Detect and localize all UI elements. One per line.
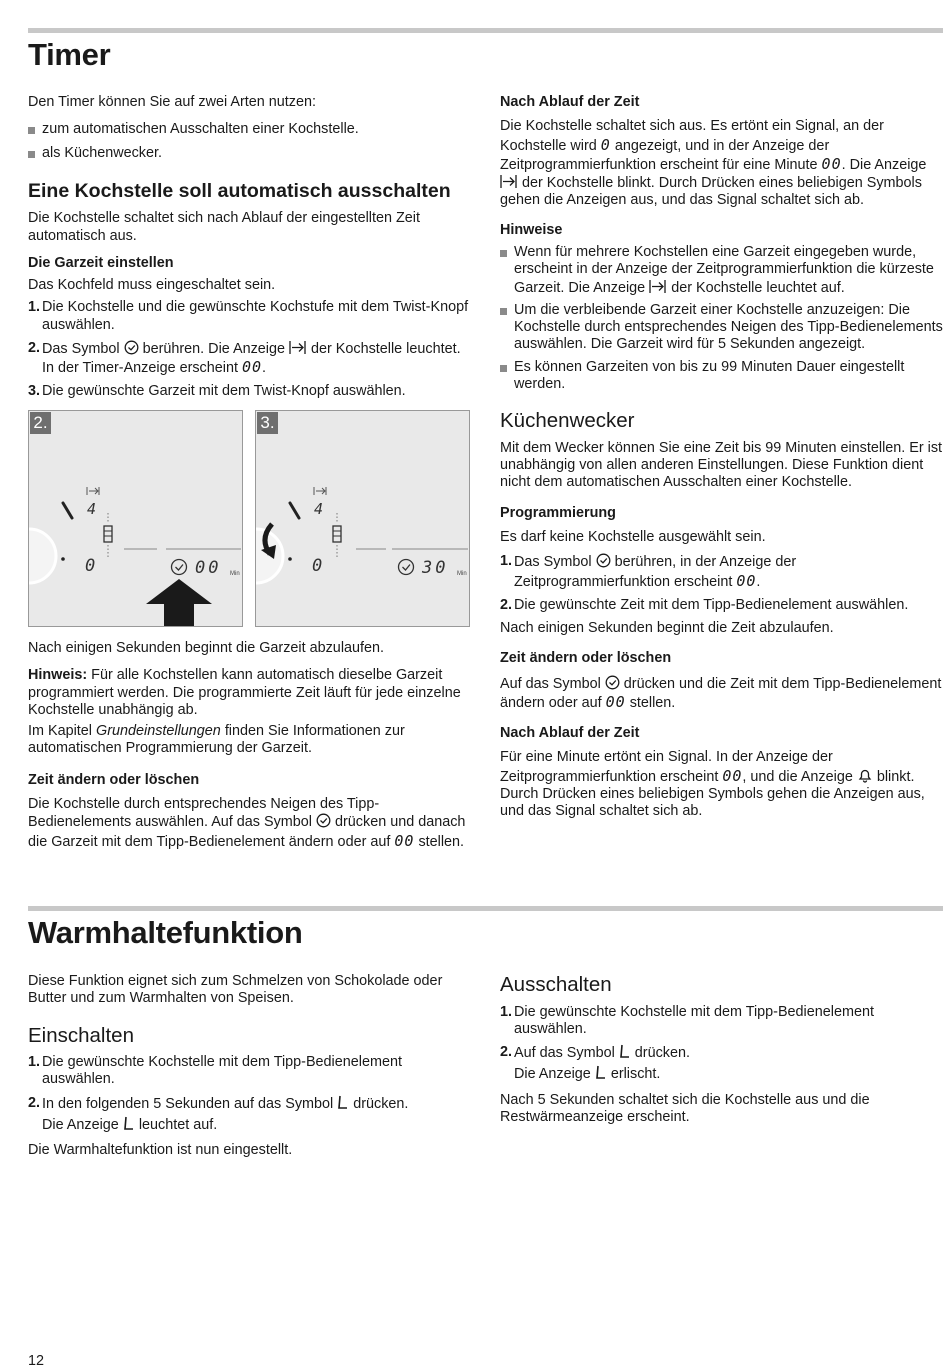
list-item: 1. Das Symbol berühren, in der Anzeige der Zeitprogrammierfunktion erscheint 00. bbox=[500, 553, 797, 590]
section-rule bbox=[28, 906, 943, 911]
timer-value-readout: 00 bbox=[195, 558, 222, 578]
switch-on-done: Die Warmhaltefunktion ist nun eingestellt. bbox=[28, 1142, 293, 1159]
kitchen-timer-text: Mit dem Wecker können Sie eine Zeit bis 99 Minuten einstellen. Er ist unabhängig von allen anderen Einstellungen. Diese Funktion dient nicht dem automatischen Ausschalten einer Kochstelle. bbox=[500, 439, 943, 491]
keep-warm-icon bbox=[123, 1116, 135, 1131]
switch-off-done: Nach 5 Sekunden schaltet sich die Kochstelle aus und die Restwärmeanzeige erscheint. bbox=[500, 1091, 870, 1125]
switch-on-indicator-text: Die Anzeige leuchtet auf. bbox=[42, 1117, 218, 1133]
power-level-readout: 4 bbox=[87, 500, 97, 518]
end-of-time-text: Die Kochstelle schaltet sich aus. Es ertönt ein Signal, an der Kochstelle wird 0 angezeigt, und in der Anzeige der Zeitprogrammierfunktion erscheint für eine Minute 00. Die Anzeige der Kochstelle blinkt. Durch Drücken eines beliebigen Symbols gehen die Anzeigen aus, und das Signal schaltet sich ab. bbox=[500, 118, 927, 209]
switch-off-heading: Ausschalten bbox=[500, 973, 612, 996]
list-item: Um die verbleibende Garzeit einer Kochstelle anzuzeigen: Die Kochstelle durch entsprechendes Neigen des Tipp-Bedienelements auswählen. Die Garzeit wird für 5 Sekunden angezeigt. bbox=[500, 302, 944, 354]
keep-warm-icon bbox=[619, 1044, 631, 1059]
set-time-heading: Die Garzeit einstellen bbox=[28, 254, 174, 271]
after-figure-text: Nach einigen Sekunden beginnt die Garzeit abzulaufen. bbox=[28, 640, 385, 656]
chapter-reference: Im Kapitel Grundeinstellungen finden Sie Informationen zur automatischen Programmierung der Garzeit. bbox=[28, 723, 405, 757]
switch-on-steps bbox=[28, 1054, 472, 1113]
minute-unit: Min bbox=[230, 571, 240, 577]
timer-left-column bbox=[28, 94, 472, 401]
cooking-time-indicator-icon bbox=[649, 279, 667, 294]
list-item: 2. Die gewünschte Zeit mit dem Tipp-Bedienelement auswählen. bbox=[500, 596, 909, 613]
programming-text: Es darf keine Kochstelle ausgewählt sein. bbox=[500, 528, 766, 545]
switch-off-steps bbox=[500, 1004, 944, 1063]
programming-steps bbox=[500, 553, 944, 614]
list-item: Es können Garzeiten von bis zu 99 Minuten Dauer eingestellt werden. bbox=[500, 359, 944, 394]
timer-left-column-lower bbox=[28, 640, 472, 851]
end-of-time-heading: Nach Ablauf der Zeit bbox=[500, 94, 640, 110]
list-item: 3. Die gewünschte Garzeit mit dem Twist-Knopf auswählen. bbox=[28, 383, 406, 400]
zone-value-readout: 0 bbox=[85, 556, 96, 576]
warm-right-column bbox=[500, 973, 944, 1126]
zone-value-readout: 0 bbox=[312, 556, 323, 576]
warm-title: Warmhaltefunktion bbox=[28, 915, 303, 950]
auto-off-text: Die Kochstelle schaltet sich nach Ablauf der eingestellten Zeit automatisch aus. bbox=[28, 210, 420, 244]
timer-clock-icon bbox=[124, 340, 139, 355]
list-item: 1. Die Kochstelle und die gewünschte Kochstufe mit dem Twist-Knopf auswählen. bbox=[28, 299, 469, 333]
timer-intro: Den Timer können Sie auf zwei Arten nutzen: bbox=[28, 94, 316, 110]
timer-clock-icon bbox=[596, 553, 611, 568]
timer-value-readout: 30 bbox=[422, 558, 449, 578]
figure-step-2 bbox=[28, 410, 243, 627]
timer-clock-icon bbox=[399, 560, 414, 575]
auto-note: Hinweis: Für alle Kochstellen kann automatisch dieselbe Garzeit programmiert werden. Die programmierte Zeit läuft für jede einzelne Kochstelle unabhängig ab. bbox=[28, 667, 461, 718]
list-item: als Küchenwecker. bbox=[28, 145, 472, 162]
warm-left-column bbox=[28, 973, 472, 1160]
kitchen-after-text: Nach einigen Sekunden beginnt die Zeit abzulaufen. bbox=[500, 620, 834, 637]
set-time-text: Das Kochfeld muss eingeschaltet sein. bbox=[28, 277, 276, 294]
programming-heading: Programmierung bbox=[500, 504, 616, 521]
kitchen-change-heading: Zeit ändern oder löschen bbox=[500, 650, 672, 667]
cooktop-control-panel bbox=[256, 411, 470, 627]
switch-on-heading: Einschalten bbox=[28, 1023, 134, 1047]
list-item: 1. Die gewünschte Kochstelle mit dem Tipp-Bedienelement auswählen. bbox=[500, 1003, 874, 1037]
keep-warm-icon bbox=[337, 1095, 349, 1110]
warm-intro: Diese Funktion eignet sich zum Schmelzen von Schokolade oder Butter und zum Warmhalten von Speisen. bbox=[28, 973, 443, 1007]
minute-unit: Min bbox=[457, 571, 467, 577]
set-time-steps bbox=[28, 299, 472, 400]
figure-step-3 bbox=[255, 410, 470, 627]
timer-uses-list bbox=[28, 121, 472, 162]
list-item: zum automatischen Ausschalten einer Kochstelle. bbox=[28, 121, 472, 138]
alarm-bell-icon bbox=[857, 767, 873, 783]
auto-off-heading: Eine Kochstelle soll automatisch ausschalten bbox=[28, 179, 451, 202]
power-level-readout: 4 bbox=[314, 500, 324, 518]
top-rule bbox=[28, 28, 943, 33]
kitchen-change-text: Auf das Symbol drücken und die Zeit mit dem Tipp-Bedienelement ändern oder auf 00 stellen. bbox=[500, 675, 942, 711]
page-number: 12 bbox=[28, 1353, 45, 1369]
timer-right-column bbox=[500, 94, 944, 821]
list-item: 1. Die gewünschte Kochstelle mit dem Tipp-Bedienelement auswählen. bbox=[28, 1054, 402, 1088]
change-time-text: Die Kochstelle durch entsprechendes Neigen des Tipp-Bedienelements auswählen. Auf das Symbol drücken und danach die Garzeit mit dem Tipp-Bedienelement ändern oder auf 00 stellen. bbox=[28, 795, 466, 850]
figure-label: 2. bbox=[30, 412, 51, 434]
switch-off-indicator-text: Die Anzeige erlischt. bbox=[514, 1066, 661, 1083]
timer-clock-icon bbox=[605, 675, 620, 690]
kitchen-end-heading: Nach Ablauf der Zeit bbox=[500, 725, 640, 742]
figure-label: 3. bbox=[257, 412, 278, 434]
cooking-time-indicator-icon bbox=[289, 340, 307, 355]
notes-heading: Hinweise bbox=[500, 221, 563, 238]
kitchen-end-text: Für eine Minute ertönt ein Signal. In der Anzeige der Zeitprogrammierfunktion erscheint 00, und die Anzeige blinkt. Durch Drücken eines beliebigen Symbols gehen die Anzeigen aus, und das Signal schaltet sich ab. bbox=[500, 749, 925, 820]
press-arrow-icon bbox=[146, 579, 212, 626]
timer-clock-icon bbox=[316, 813, 331, 828]
kitchen-timer-heading: Küchenwecker bbox=[500, 409, 635, 433]
cooktop-control-panel bbox=[29, 411, 243, 627]
timer-clock-icon bbox=[172, 560, 187, 575]
change-time-heading: Zeit ändern oder löschen bbox=[28, 771, 200, 788]
notes-list bbox=[500, 244, 944, 393]
list-item: Wenn für mehrere Kochstellen eine Garzeit eingegeben wurde, erscheint in der Anzeige der Zeitprogrammierfunktion die kürzeste Garzeit. Die Anzeige der Kochstelle leuchtet auf. bbox=[500, 244, 944, 297]
list-item: 2. Das Symbol berühren. Die Anzeige der Kochstelle leuchtet. In der Timer-Anzeige erscheint 00. bbox=[28, 339, 461, 377]
cooking-time-indicator-icon bbox=[500, 174, 518, 189]
list-item: 2. In den folgenden 5 Sekunden auf das Symbol drücken. bbox=[28, 1094, 409, 1112]
keep-warm-icon bbox=[595, 1065, 607, 1080]
timer-title: Timer bbox=[28, 37, 111, 72]
list-item: 2. Auf das Symbol drücken. bbox=[500, 1044, 690, 1062]
